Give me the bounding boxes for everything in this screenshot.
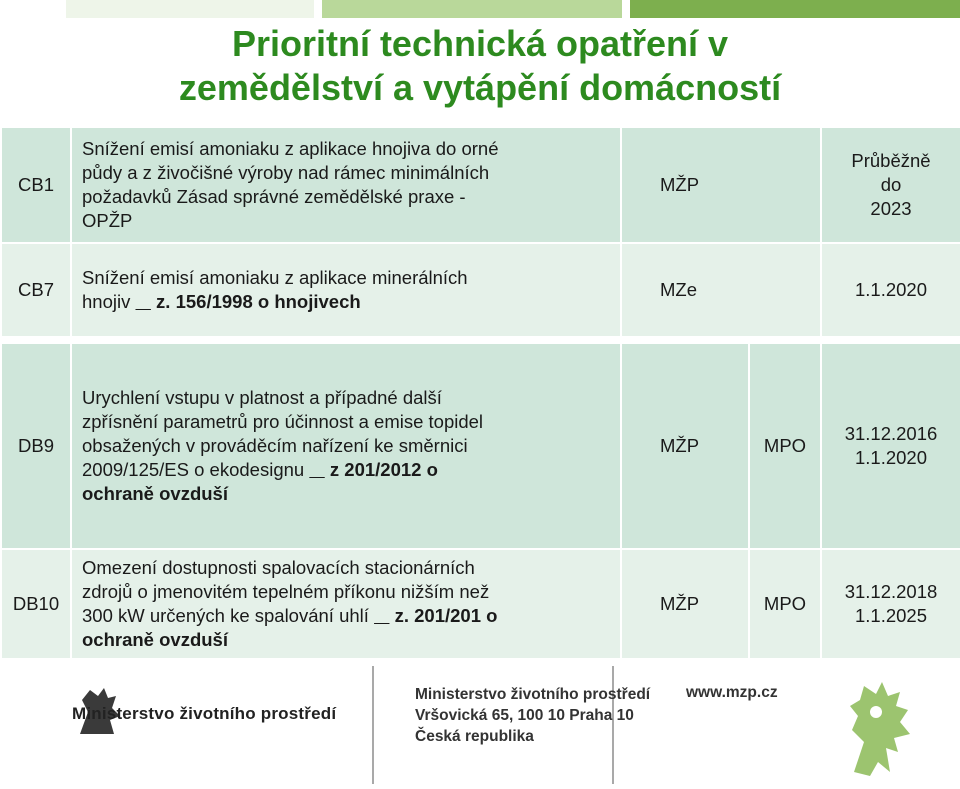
measure-description <box>71 549 621 659</box>
deadline-line: 1.1.2020 <box>854 447 927 468</box>
desc-line: požadavků Zásad správné zemědělské praxe - <box>82 186 466 207</box>
desc-line: obsažených v prováděcím nařízení ke směrnici <box>82 435 468 456</box>
deadline <box>821 549 960 659</box>
footer-divider <box>372 666 374 784</box>
top-decor-bar-3 <box>630 0 960 18</box>
table-row <box>1 549 960 659</box>
ministry-primary: MŽP <box>621 549 749 659</box>
address-line: Česká republika <box>415 728 534 745</box>
desc-text: hnojiv <box>82 291 131 312</box>
desc-line: Snížení emisí amoniaku z aplikace hnojiva do orné <box>82 138 499 159</box>
deadline: 1.1.2020 <box>821 243 960 337</box>
desc-line: zpřísnění parametrů pro účinnost a emise topidel <box>82 411 484 432</box>
top-decor-bar-1 <box>66 0 314 18</box>
desc-line: OPŽP <box>82 210 133 231</box>
czech-lion-icon <box>824 672 934 782</box>
desc-line <box>82 458 612 482</box>
deadline-line: 31.12.2016 <box>844 423 938 444</box>
desc-line: Snížení emisí amoniaku z aplikace minerálních <box>82 267 468 288</box>
address-line: Vršovická 65, 100 10 Praha 10 <box>415 707 634 724</box>
desc-line: zdrojů o jmenovitém tepelném příkonu nižším než <box>82 581 490 602</box>
desc-line <box>82 628 612 652</box>
measures-table <box>0 126 960 660</box>
desc-line <box>82 290 612 314</box>
deadline <box>821 343 960 549</box>
footer-org-name: Ministerstvo životního prostředí <box>72 704 337 723</box>
ministry-primary: MZe <box>621 243 821 337</box>
title-line-2: zemědělství a vytápění domácností <box>178 67 782 108</box>
desc-text: 300 kW určených ke spalování uhlí <box>82 605 369 626</box>
title-line-1: Prioritní technická opatření v <box>231 23 729 64</box>
desc-line: Omezení dostupnosti spalovacích stacionárních <box>82 557 475 578</box>
law-reference: ochraně ovzduší <box>82 483 228 504</box>
desc-line: Urychlení vstupu v platnost a případné další <box>82 387 442 408</box>
ministry-secondary: MPO <box>749 343 821 549</box>
law-reference: z. 201/201 o <box>394 605 498 626</box>
address-line: Ministerstvo životního prostředí <box>415 686 651 703</box>
measure-description <box>71 343 621 549</box>
law-reference: ochraně ovzduší <box>82 629 228 650</box>
deadline-line: Průběžně <box>851 150 931 171</box>
measure-code: CB7 <box>1 243 71 337</box>
desc-line <box>82 482 612 506</box>
measure-description <box>71 243 621 337</box>
slide-title <box>60 22 900 110</box>
desc-line: půdy a z živočišné výroby nad rámec minimálních <box>82 162 490 183</box>
deadline-line: 31.12.2018 <box>844 581 938 602</box>
table-row <box>1 243 960 337</box>
measure-code: DB9 <box>1 343 71 549</box>
ministry-primary: MŽP <box>621 127 821 243</box>
ministry-primary: MŽP <box>621 343 749 549</box>
deadline-line: 1.1.2025 <box>854 605 927 626</box>
footer-address <box>415 684 650 747</box>
measure-code: DB10 <box>1 549 71 659</box>
deadline-line: do <box>880 174 902 195</box>
deadline-line: 2023 <box>870 198 912 219</box>
table-row <box>1 343 960 549</box>
ministry-secondary: MPO <box>749 549 821 659</box>
law-reference: z 201/2012 o <box>329 459 438 480</box>
top-decor-bar-2 <box>322 0 622 18</box>
measure-description <box>71 127 621 243</box>
law-reference: z. 156/1998 o hnojivech <box>156 291 361 312</box>
desc-text: 2009/125/ES o ekodesignu <box>82 459 305 480</box>
deadline <box>821 127 960 243</box>
measure-code: CB1 <box>1 127 71 243</box>
footer-website-link[interactable]: www.mzp.cz <box>686 684 778 701</box>
desc-line <box>82 604 612 628</box>
table-row <box>1 127 960 243</box>
